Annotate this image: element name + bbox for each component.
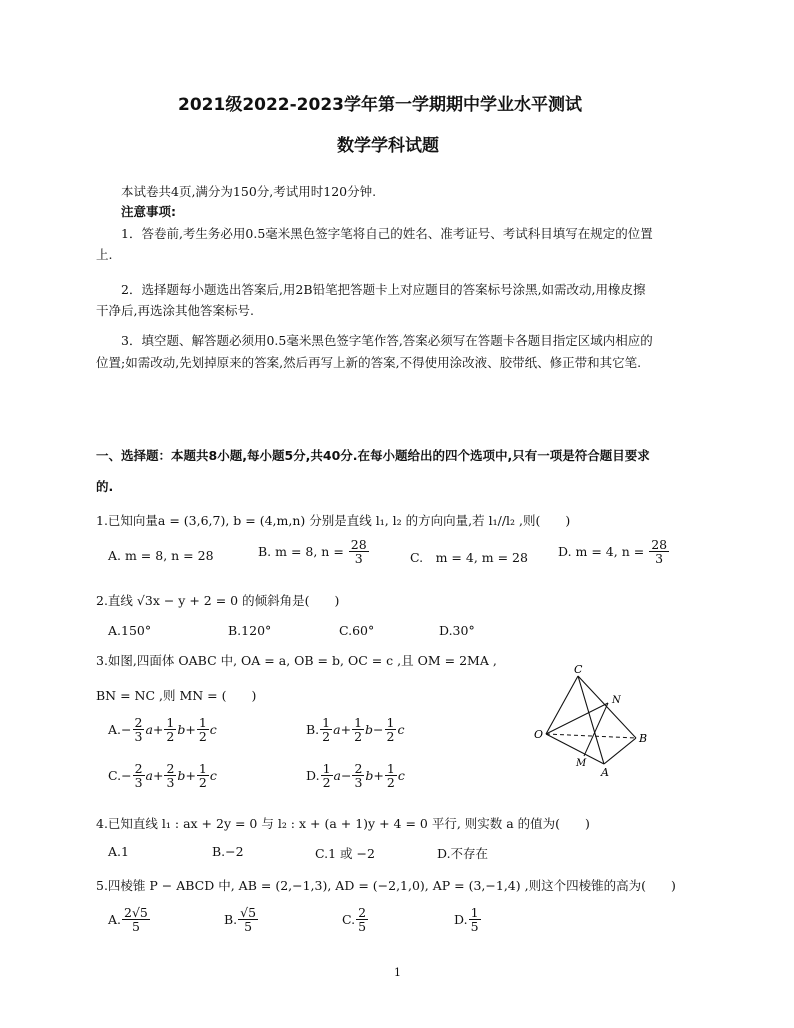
question-3-option-b-label: B. (306, 722, 320, 738)
edge-ob-dashed (546, 734, 636, 738)
notice-item-3: 3．填空题、解答题必须用0.5毫米黑色签字笔作答,答案必须写在答题卡各题目指定区域内相应的 (121, 333, 653, 348)
page-number: 1 (394, 966, 401, 979)
question-3-option-c-label: C. (108, 768, 122, 784)
notice-item-1: 1．答卷前,考生务必用0.5毫米黑色签字笔将自己的姓名、准考证号、考试科目填写在规定的位置 (121, 226, 653, 241)
question-1-option-b-den: 3 (354, 551, 363, 567)
question-4-option-a: A.1 (108, 844, 129, 859)
fig-label-m: M (576, 758, 587, 769)
question-5-option-c-num: 2 (358, 905, 367, 920)
fig-label-o: O (534, 728, 544, 741)
question-3-option-c: C.− $\frac{2}{3}$ a+ $\frac{2}{3}$ b+ $\frac{1}{2}$ c (108, 761, 217, 791)
exam-subtitle: 数学学科试题 (337, 136, 439, 156)
fig-label-b: B (639, 732, 648, 745)
question-5-option-b-label: B. (224, 912, 238, 928)
question-3-stem: 3.如图,四面体 OABC 中, OA = a, OB = b, OC = c ,且 OM = 2MA , (96, 653, 497, 668)
question-1-stem: 1.已知向量a = (3,6,7), b = (4,m,n) 分别是直线 l₁, l₂ 的方向向量,若 l₁//l₂ ,则( ) (96, 513, 571, 528)
question-3-option-a-label: A. (108, 722, 122, 738)
question-4-option-c: C.1 或 −2 (315, 846, 375, 861)
section-1-header-cont: 的. (96, 479, 114, 494)
question-2-option-c: C.60° (339, 623, 375, 638)
notice-item-1-cont: 上. (96, 247, 113, 262)
question-5-option-a-num: 2√5 (124, 905, 148, 920)
exam-title: 2021级2022-2023学年第一学期期中学业水平测试 (178, 95, 582, 115)
question-5-option-d-den: 5 (470, 919, 479, 935)
question-1-option-b-num: 28 (350, 537, 367, 552)
question-3-option-a: A.− $\frac{2}{3}$ a+ $\frac{1}{2}$ b+ $\frac{1}{2}$ c (108, 715, 217, 745)
question-1-option-d-den: 3 (655, 551, 664, 567)
question-5-option-d (454, 906, 482, 933)
question-5-option-a-den: 5 (131, 919, 140, 935)
segment-mn (584, 703, 608, 756)
fig-label-n: N (612, 695, 621, 706)
notice-item-3-cont: 位置;如需改动,先划掉原来的答案,然后再写上新的答案,不得使用涂改液、胶带纸、修正带和其它笔. (96, 355, 642, 370)
question-1-option-a: A. m = 8, n = 28 (108, 548, 214, 563)
notice-heading: 注意事项: (121, 204, 176, 219)
edge-co (546, 676, 578, 734)
question-5-option-d-num: 1 (470, 905, 479, 920)
question-5-option-c (342, 906, 369, 933)
question-5-option-c-den: 5 (358, 919, 367, 935)
question-4-option-b: B.−2 (212, 844, 244, 859)
notice-item-2: 2．选择题每小题选出答案后,用2B铅笔把答题卡上对应题目的答案标号涂黑,如需改动,用橡皮擦 (121, 282, 646, 297)
question-5-option-b-num: √5 (240, 905, 257, 920)
question-1-option-b-prefix: B. m = 8, n = (258, 544, 344, 560)
question-1-option-d (558, 538, 670, 565)
question-3-option-d: D. $\frac{1}{2}$ a− $\frac{2}{3}$ b+ $\frac{1}{2}$ c (306, 761, 405, 791)
question-1-option-d-num: 28 (651, 537, 668, 552)
tetrahedron-figure (530, 662, 660, 780)
exam-intro: 本试卷共4页,满分为150分,考试用时120分钟. (121, 184, 377, 199)
question-5-option-a-label: A. (108, 912, 122, 928)
question-3-stem-cont: BN = NC ,则 MN = ( ) (96, 688, 257, 703)
question-2-option-b: B.120° (228, 623, 272, 638)
question-2-option-a: A.150° (108, 623, 152, 638)
question-5-option-c-label: C. (342, 912, 356, 928)
edge-oa (546, 734, 604, 764)
question-1-option-c: C. m = 4, m = 28 (410, 550, 528, 565)
question-3-option-d-label: D. (306, 768, 320, 784)
segment-on (546, 703, 608, 734)
question-4-stem: 4.已知直线 l₁ : ax + 2y = 0 与 l₂ : x + (a + 1)y + 4 = 0 平行, 则实数 a 的值为( ) (96, 816, 590, 831)
question-5-option-b (224, 906, 259, 933)
question-1-option-b (258, 538, 370, 565)
question-1-option-d-prefix: D. m = 4, n = (558, 544, 645, 560)
question-3-option-b: B. $\frac{1}{2}$ a+ $\frac{1}{2}$ b− $\frac{1}{2}$ c (306, 715, 405, 745)
fig-label-c: C (574, 663, 583, 676)
question-2-stem: 2.直线 √3x − y + 2 = 0 的倾斜角是( ) (96, 593, 340, 608)
question-2-option-d: D.30° (439, 623, 475, 638)
question-5-stem: 5.四棱锥 P − ABCD 中, AB = (2,−1,3), AD = (−2,1,0), AP = (3,−1,4) ,则这个四棱锥的高为( ) (96, 878, 676, 893)
question-5-option-b-den: 5 (244, 919, 253, 935)
section-1-header: 一、选择题：本题共8小题,每小题5分,共40分.在每小题给出的四个选项中,只有一项是符合题目要求 (96, 448, 650, 463)
fig-label-a: A (601, 766, 609, 779)
edge-ab (604, 738, 636, 764)
question-4-option-d: D.不存在 (437, 846, 489, 861)
question-5-option-d-label: D. (454, 912, 468, 928)
notice-item-2-cont: 干净后,再选涂其他答案标号. (96, 303, 254, 318)
question-5-option-a (108, 906, 151, 933)
